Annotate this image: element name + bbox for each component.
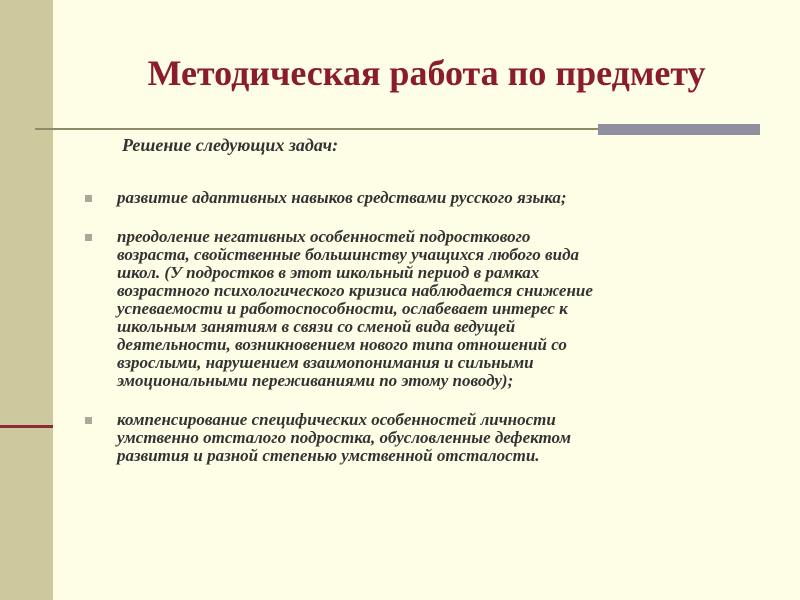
slide-subtitle: Решение следующих задач: bbox=[122, 135, 339, 155]
task-list bbox=[82, 189, 722, 465]
list-item-text: развитие адаптивных навыков средствами русского языка; bbox=[117, 188, 567, 207]
square-bullet-icon bbox=[85, 195, 92, 202]
title-divider-bar bbox=[598, 124, 760, 135]
slide-title: Методическая работа по предмету bbox=[147, 53, 706, 93]
square-bullet-icon bbox=[85, 234, 92, 241]
list-item bbox=[82, 411, 722, 465]
list-item-text: преодоление негативных особенностей подросткового возраста, свойственные большинству учащихся любого вида школ. (У подростков в этот школьный период в рамках возрастного психологического кризиса наблюдается снижение успеваемости и работоспособности, ослабевает интерес к школьным занятиям в связи со сменой вида ведущей деятельности, возникновением нового типа отношений со взрослыми, нарушением взаимопонимания и сильными эмоциональными переживаниями по этому поводу); bbox=[117, 227, 593, 390]
list-item bbox=[82, 189, 722, 207]
list-item-text: компенсирование специфических особенностей личности умственно отсталого подростка, обусловленные дефектом развития и разной степенью умственной отсталости. bbox=[117, 410, 572, 465]
left-accent-line bbox=[0, 425, 53, 428]
list-item bbox=[82, 228, 722, 390]
square-bullet-icon bbox=[85, 417, 92, 424]
left-decorative-band bbox=[0, 0, 53, 600]
